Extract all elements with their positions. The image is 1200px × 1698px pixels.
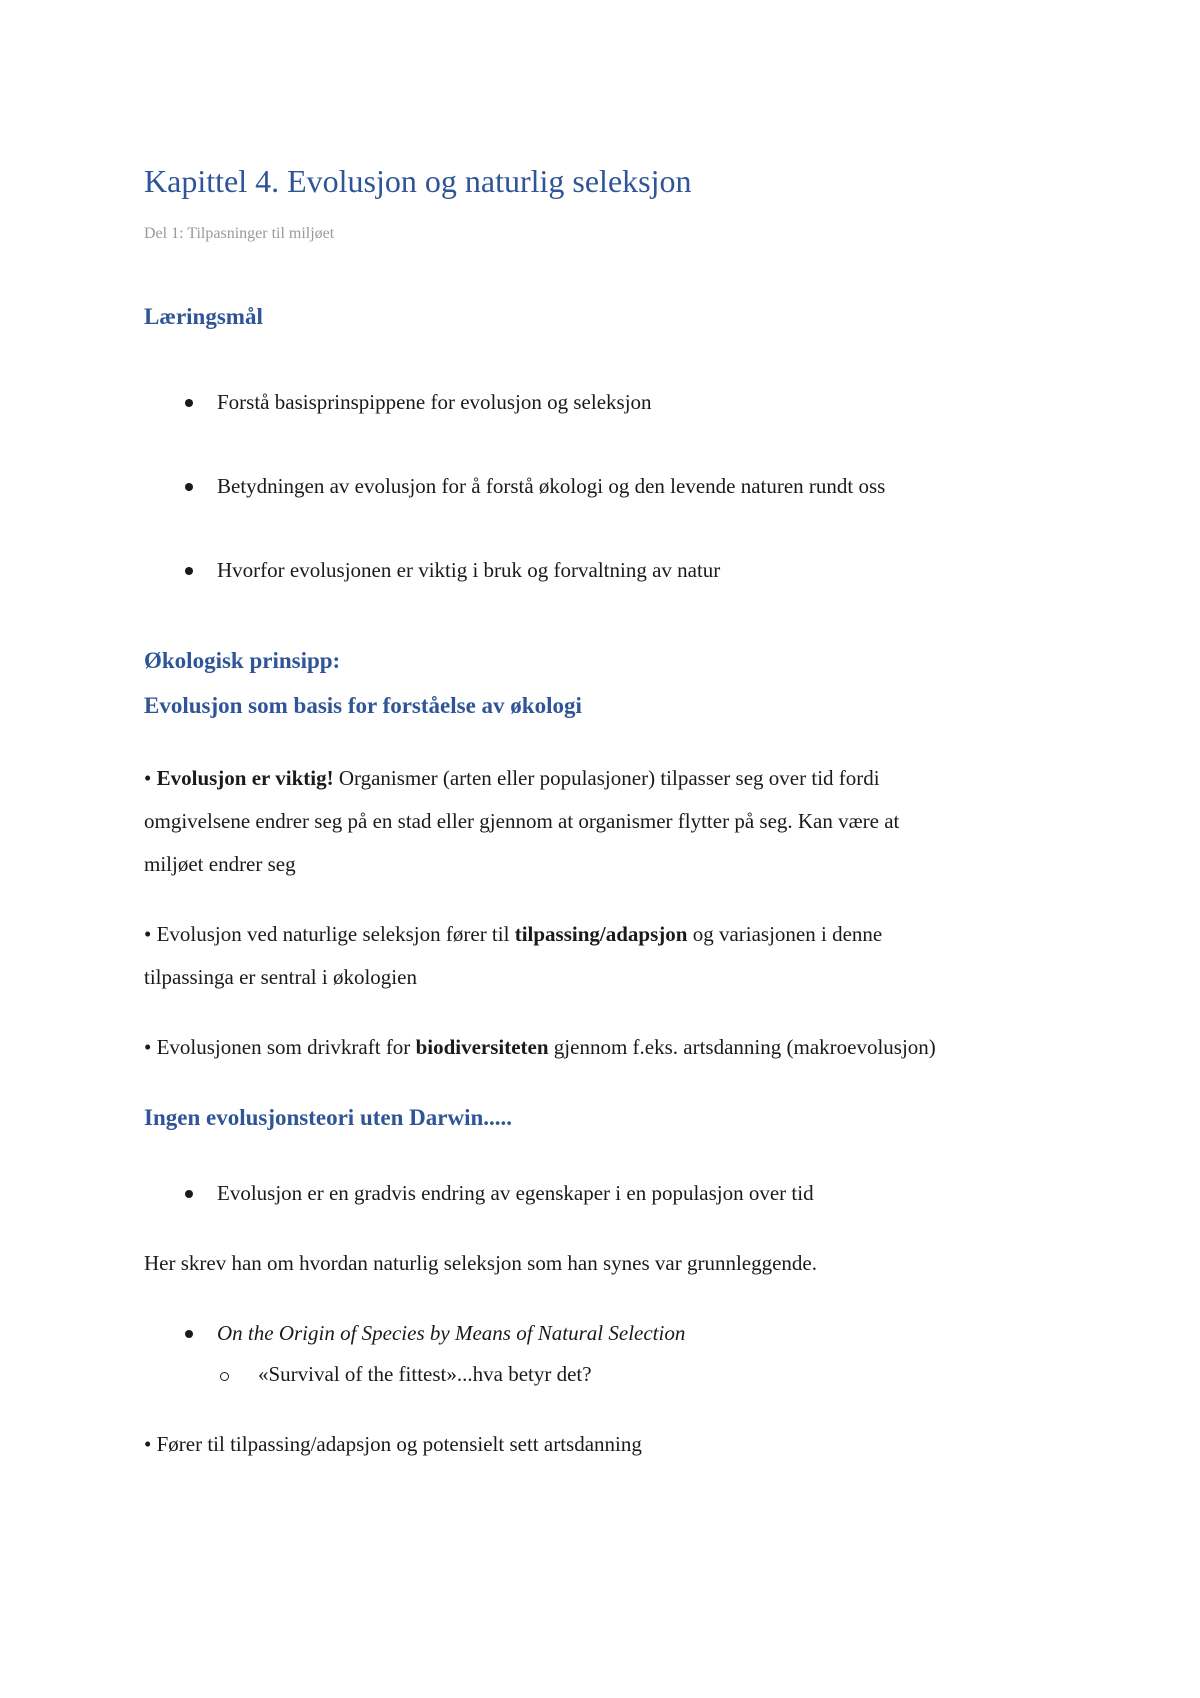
sub-list-item-text: «Survival of the fittest»...hva betyr det? bbox=[258, 1362, 592, 1386]
bullet-dot-icon bbox=[185, 567, 193, 575]
list-item-text: Forstå basisprinspippene for evolusjon og seleksjon bbox=[217, 390, 652, 414]
paragraph-line: omgivelsene endrer seg på en stad eller gjennom at organismer flytter på seg. Kan være at bbox=[144, 809, 900, 833]
italic-text: On the Origin of Species by Means of Natural Selection bbox=[217, 1321, 686, 1345]
book-title bbox=[217, 1321, 685, 1346]
paragraph-line: miljøet endrer seg bbox=[144, 852, 296, 876]
heading-learning-goals: Læringsmål bbox=[144, 304, 263, 329]
heading-evolution-basis: Evolusjon som basis for forståelse av økologi bbox=[144, 693, 582, 718]
bullet-prefix: • bbox=[144, 766, 157, 790]
paragraph-line bbox=[144, 922, 882, 947]
bullet-dot-icon bbox=[185, 483, 193, 491]
text-run: • Evolusjon ved naturlige seleksjon fører til bbox=[144, 922, 515, 946]
bullet-dot-icon bbox=[185, 1330, 193, 1338]
bold-text: Evolusjon er viktig! bbox=[156, 766, 334, 790]
page-subtitle: Del 1: Tilpasninger til miljøet bbox=[144, 225, 335, 242]
bold-text: biodiversiteten bbox=[415, 1035, 549, 1059]
paragraph-line: tilpassinga er sentral i økologien bbox=[144, 965, 417, 989]
paragraph-line bbox=[144, 1035, 936, 1060]
heading-darwin: Ingen evolusjonsteori uten Darwin..... bbox=[144, 1105, 513, 1130]
bullet-dot-icon bbox=[185, 399, 193, 407]
list-item-text: Hvorfor evolusjonen er viktig i bruk og forvaltning av natur bbox=[217, 558, 721, 582]
bold-text: tilpassing/adapsjon bbox=[514, 922, 688, 946]
page-title: Kapittel 4. Evolusjon og naturlig seleksjon bbox=[144, 163, 692, 199]
text-run: gjennom f.eks. artsdanning (makroevolusjon) bbox=[548, 1035, 936, 1059]
list-item-text: Betydningen av evolusjon for å forstå økologi og den levende naturen rundt oss bbox=[217, 474, 886, 498]
text-run: og variasjonen i denne bbox=[687, 922, 883, 946]
text-run: • Evolusjonen som drivkraft for bbox=[144, 1035, 416, 1059]
text-run: Organismer (arten eller populasjoner) tilpasser seg over tid fordi bbox=[333, 766, 880, 790]
paragraph-final: • Fører til tilpassing/adapsjon og potensielt sett artsdanning bbox=[144, 1432, 642, 1456]
paragraph-darwin: Her skrev han om hvordan naturlig seleksjon som han synes var grunnleggende. bbox=[144, 1251, 818, 1275]
heading-ecological-principle: Økologisk prinsipp: bbox=[144, 648, 341, 673]
list-item-text: Evolusjon er en gradvis endring av egenskaper i en populasjon over tid bbox=[217, 1181, 814, 1205]
circle-bullet-icon bbox=[220, 1372, 229, 1381]
paragraph-line bbox=[144, 766, 880, 791]
bullet-dot-icon bbox=[185, 1190, 193, 1198]
